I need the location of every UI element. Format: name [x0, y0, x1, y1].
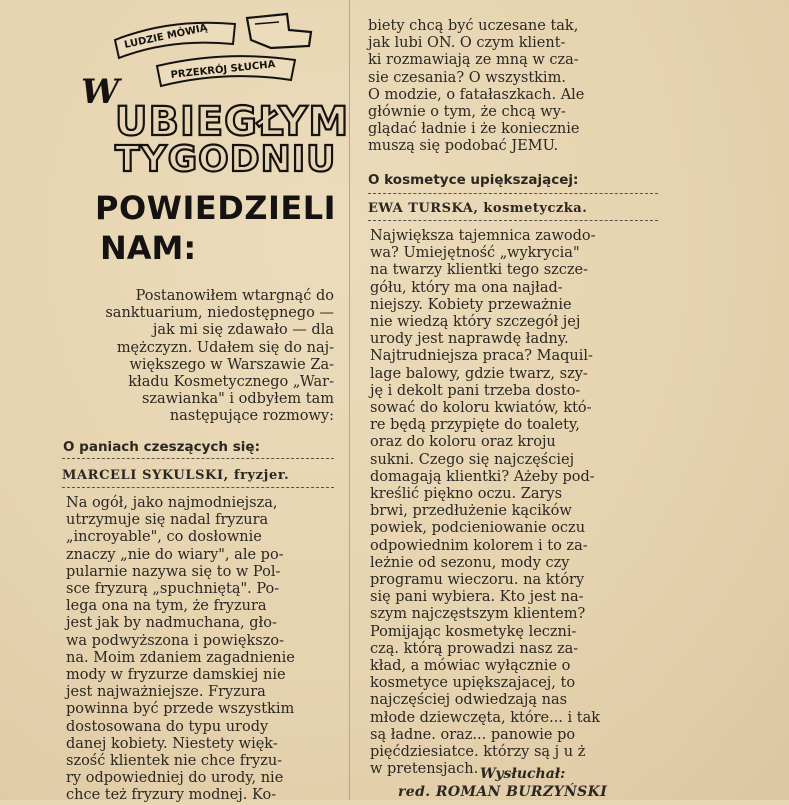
signature-name: red. ROMAN BURZYŃSKI — [398, 784, 608, 800]
banner-bottom-text: PRZEKRÓJ SŁUCHA — [170, 59, 276, 81]
logo-line-1: UBIEGŁYM — [115, 99, 350, 145]
logo-line-3: POWIEDZIELI — [95, 189, 337, 227]
rule — [62, 458, 334, 460]
signature-label: Wysłuchał: — [480, 766, 566, 782]
rule — [368, 193, 658, 195]
hairdresser-text-continued: biety chcą być uczesane tak, jak lubi ON. O czym klient- ki rozmawiają ze mną w cza- sie czesania? O wszystkim. O modzie, o fatałaszkach. Ale głównie o tym, że chcą wy- glądać ładnie i że koniecznie muszą się podobać JEMU. — [368, 18, 585, 155]
column-logo — [75, 10, 350, 280]
logo-line-4: NAM: — [100, 229, 197, 267]
intro-paragraph: Postanowiłem wtargnąć do sanktuarium, niedostępnego — jak mi się zdawało — dla mężczyzn. Udałem się do naj- większego w Warszawie Za- kładu Kosmetycznego „War- szawianka" i odbyłem tam następujące rozmowy: — [105, 288, 334, 425]
banner-top-text: LUDZIE MÓWIĄ — [123, 22, 209, 51]
logo-line-2: TYGODNIU — [115, 139, 337, 180]
interviewee-name: MARCELI SYKULSKI, fryzjer. — [62, 468, 290, 483]
section-title-hair: O paniach czeszących się: — [63, 439, 260, 455]
hairdresser-text: Na ogół, jako najmodniejsza, utrzymuje się nadal fryzura „incroyable", co dosłownie znaczy „nie do wiary", ale po- pularnie nazywa się to w Pol- sce fryzurą „spuchniętą". Po- lega ona na tym, że fryzura jest jak by nadmuchana, gło- wa podwyższona i powiększo- na. Moim zdaniem zagadnienie mody w fryzurze damskiej nie jest najważniejsze. Fryzura powinna być przede wszystkim dostosowana do typu urody danej kobiety. Niestety więk- szość klientek nie chce fryzu- ry odpowiedniej do urody, nie chce też fryzury modnej. Ko- — [66, 495, 295, 804]
rule — [368, 220, 658, 222]
rule — [62, 487, 334, 489]
section-title-cosmetics: O kosmetyce upiększającej: — [368, 172, 579, 188]
cosmetician-text: Największa tajemnica zawodo- wa? Umiejętność „wykrycia" na twarzy klientki tego szcze- gółu, który ma ona najład- niejszy. Kobiety przeważnie nie wiedzą który szczegół jej urody jest naprawdę ładny. Najtrudniejsza praca? Maquil- lage balowy, gdzie twarz, szy- ję i dekolt pani trzeba dosto- sować do koloru kwiatów, któ- re będą przypięte do toalety, oraz do koloru oraz kroju sukni. Czego się najczęściej domagają klientki? Ażeby pod- kreślić piękno oczu. Zarys brwi, przedłużenie kącików powiek, podcieniowanie oczu odpowiednim kolorem i to za- leżnie od sezonu, mody czy programu wieczoru. na który się pani wybiera. Kto jest na- szym najczęstszym klientem? Pomijając kosmetykę leczni- czą. którą prowadzi nasz za- kład, a mówiac wyłącznie o kosmetyce upiększajacej, to najczęściej odwiedzają nas młode dziewczęta, które... i tak są ładne. oraz... panowie po pięćdziesiatce. którzy są j u ż w pretensjach. — [370, 228, 601, 778]
logo-w: W — [81, 72, 120, 112]
interviewee-name: EWA TURSKA, kosmetyczka. — [368, 201, 588, 216]
